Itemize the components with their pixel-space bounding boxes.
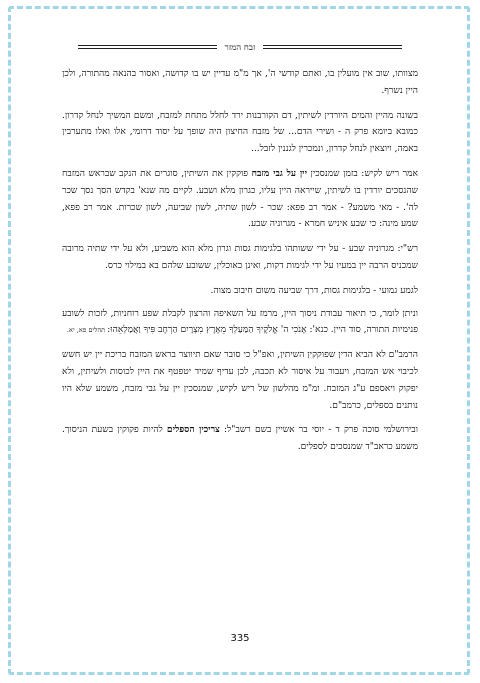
- paragraph-4: רש"י: מגרוניה שבע - על ידי ששותהו בלגימות גסות וגרון מלא הוא משביע, ולא על ידי שתיה מרובה שמכניס הרבה יין במעיו על ידי לגימות דקות, ואינן כאוכלין, ששובע שלהם בא במילוי כרס.: [62, 244, 418, 271]
- paragraph-5: לגמע גמועי - בלגימות גסות, דרך שביעה משום חיבוב מצוה.: [210, 285, 418, 296]
- running-header: [78, 42, 402, 52]
- paragraph-7: הרמב"ם לא הביא הדין שפוקקין השיתין, ואפ"ל כי סובר שאם תיווצר בראש המזבח בריכת יין יש חשש לכיבוי אש המזבח, ויעבור על איסור לא תכבה, לכן עדיף שמיד יטפטף את היין לכוסות ולשיתין, ולא יפקוק ויאספם ע"ג המזבח. ומ"מ מהלשון של ריש לקיש, שמנסכין יין על גבי מזבח, משמע שלא היו נותנים בספלים, כרמב"ם.: [62, 350, 418, 411]
- paragraph-3-lead: אמר ריש לקיש: בזמן שמנסכין: [306, 168, 418, 179]
- paragraph-8-bold: צריכין הספלים: [166, 424, 220, 436]
- paragraph-1: מצוותו, שוב אין מועלין בו, ואתם קודשי ה', אך מ"מ עדיין יש בו קדושה, ואסור בהנאה מהתורה, ולכן היין נשרף.: [62, 69, 418, 96]
- page-body: [62, 66, 418, 464]
- paragraph-6: [62, 306, 418, 340]
- paragraph-8-lead: ובירושלמי סוכה פרק ד - יוסי בר אשיין בשם רשב"ל:: [219, 425, 419, 436]
- page-number: 335: [230, 633, 250, 644]
- header-rule-right: [263, 45, 402, 49]
- header-title: זבח המזר: [224, 42, 256, 53]
- paragraph-8: [62, 422, 418, 456]
- paragraph-3-bold: יין על גבי מזבח: [251, 167, 307, 179]
- paragraph-6-text: וניתן לומר, כי תיאור עבודת ניסוך היין, מרמז על השאיפה והרצון לקבלת שפע רוחניות, לזכות לשובע פנימיות התורה, סוד היין. כנא': אָנֹכִי ה' אֱלֹקֶיךָ הַמַּעַלְךָ מֵאֶרֶץ מִצְרָיִם הַרְחֶב פִּיךָ וַאֲמַלְאֵהוּ:: [62, 308, 418, 336]
- header-rule-left: [78, 45, 217, 49]
- paragraph-2: בשונה מהיין והמים היורדין לשיתין, דם הקורבנות ירד לחלל מתחת למזבח, ומשם המשיך לנחל קדרון. כמובא ביומא פרק ה - ושירי הדם... של מזבח החיצון היה שופך על יסוד דרומי, אלו ואלו מתערבין באמה, ויוצאין לנחל קדרון, ונמכרין לגננין לזבל...: [62, 110, 418, 155]
- paragraph-3-rest: פוקקין את השיתין, סוגרים את הנקב שבראש המזבח שהנסכים יורדין בו לשיתין, שייראה היין עליו, כגרון מלא ושבע. לקיים מה שנא' בקדש הסך נסך שכר לה'. - מאי משמע? - אמר רב פפא: שכר - לשון שתיה, לשון שביעה, לשון שכרות. אמר רב פפא, שמע מינה: כי שבע איניש חמרא - מגרוניה שבע.: [62, 168, 418, 230]
- verse-source: תהלים פא, יא.: [66, 326, 108, 335]
- paragraph-8-rest: להיות פקוקין בשעת הניסוך. משמע כראב"ד שמנסכים לספלים.: [62, 425, 418, 453]
- paragraph-3: [62, 166, 418, 233]
